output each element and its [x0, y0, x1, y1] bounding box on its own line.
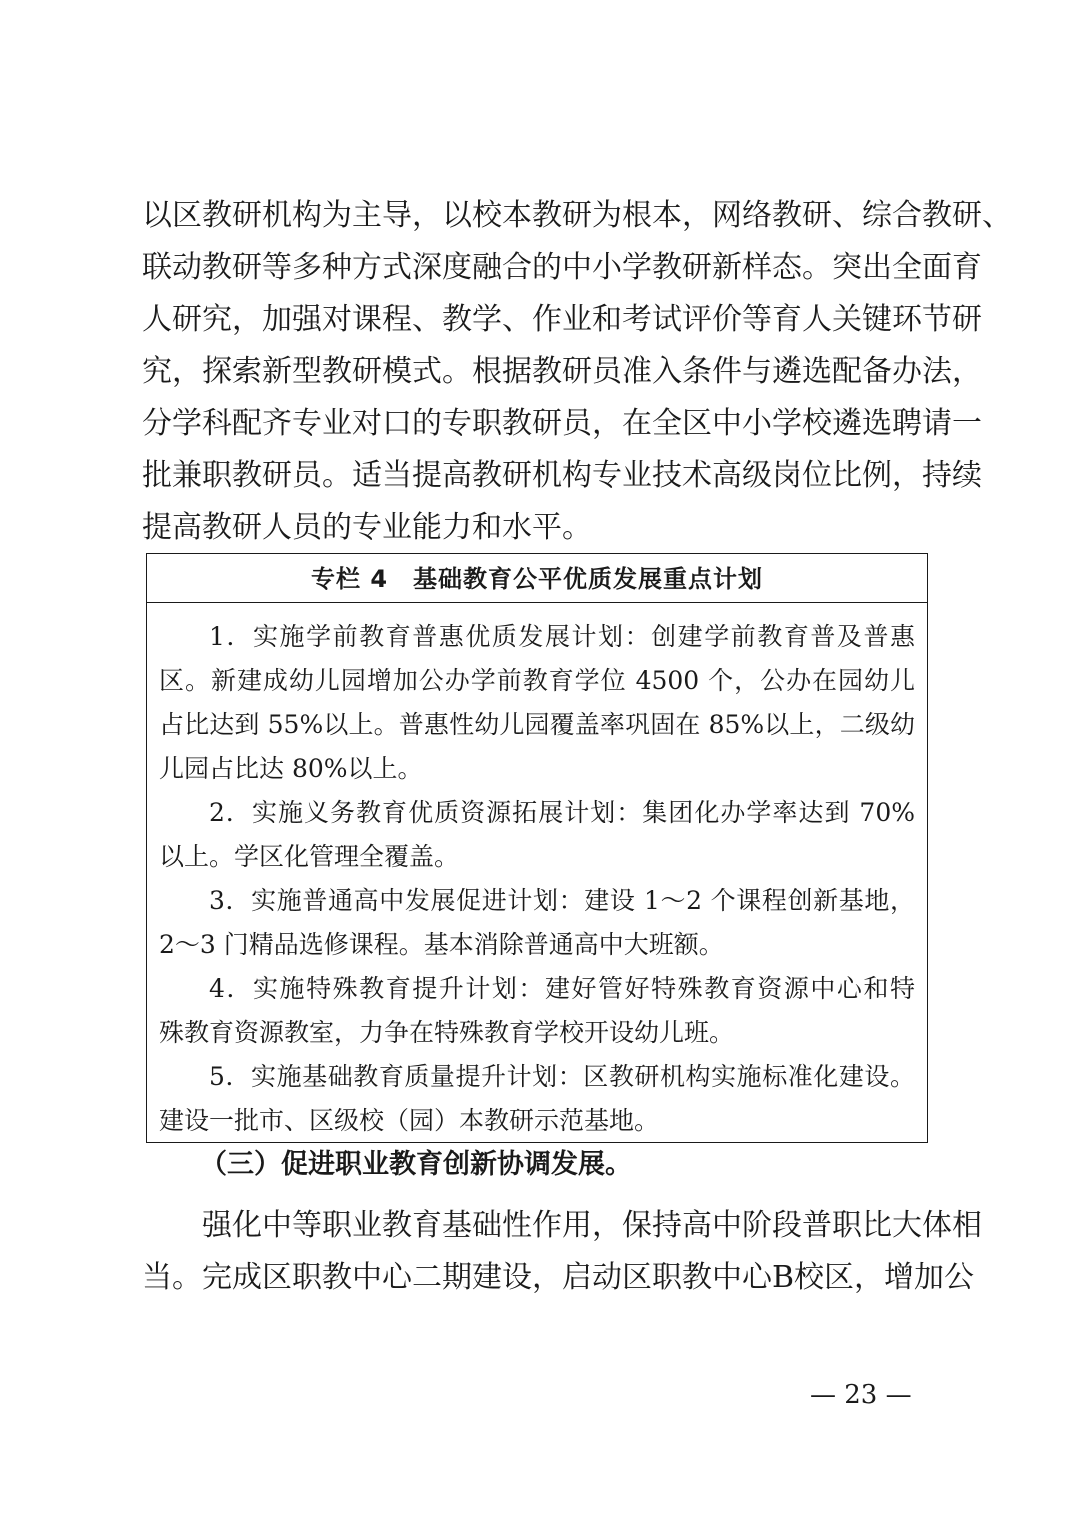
box-line: 区。新建成幼儿园增加公办学前教育学位 4500 个，公办在园幼儿 [159, 666, 915, 695]
text-line: 分学科配齐专业对口的专职教研员，在全区中小学校遴选聘请一 [142, 406, 982, 441]
text-line: 强化中等职业教育基础性作用，保持高中阶段普职比大体相 [202, 1208, 982, 1243]
box-line: 2～3 门精品选修课程。基本消除普通高中大班额。 [159, 930, 724, 959]
box-line: 4．实施特殊教育提升计划：建好管好特殊教育资源中心和特 [209, 974, 915, 1003]
section-heading: （三）促进职业教育创新协调发展。 [200, 1149, 632, 1180]
box-line: 殊教育资源教室，力争在特殊教育学校开设幼儿班。 [159, 1018, 735, 1047]
text-line: 联动教研等多种方式深度融合的中小学教研新样态。突出全面育 [142, 250, 982, 285]
text-line: 人研究，加强对课程、教学、作业和考试评价等育人关键环节研 [142, 302, 982, 337]
text-line: 以区教研机构为主导，以校本教研为根本，网络教研、综合教研、 [142, 198, 1012, 233]
box-line: 以上。学区化管理全覆盖。 [159, 842, 460, 871]
box-line: 1．实施学前教育普惠优质发展计划：创建学前教育普及普惠 [209, 622, 915, 651]
outro-paragraph [142, 1200, 982, 1304]
column-box-title: 专栏 4 基础教育公平优质发展重点计划 [147, 554, 927, 603]
intro-paragraph [142, 190, 1012, 554]
box-line: 占比达到 55%以上。普惠性幼儿园覆盖率巩固在 85%以上，二级幼 [159, 710, 915, 739]
page-number: — 23 — [810, 1380, 912, 1410]
text-line: 提高教研人员的专业能力和水平。 [142, 510, 592, 545]
box-line: 5．实施基础教育质量提升计划：区教研机构实施标准化建设。 [209, 1062, 915, 1091]
text-line: 批兼职教研员。适当提高教研机构专业技术高级岗位比例，持续 [142, 458, 982, 493]
column-box-body [147, 603, 927, 1143]
box-line: 3．实施普通高中发展促进计划：建设 1～2 个课程创新基地， [209, 886, 915, 915]
box-line: 儿园占比达 80%以上。 [159, 754, 423, 783]
text-line: 当。完成区职教中心二期建设，启动区职教中心B校区，增加公 [142, 1260, 975, 1295]
box-line: 建设一批市、区级校（园）本教研示范基地。 [159, 1106, 660, 1135]
column-box [146, 553, 928, 1143]
box-line: 2．实施义务教育优质资源拓展计划：集团化办学率达到 70% [209, 798, 915, 827]
text-line: 究，探索新型教研模式。根据教研员准入条件与遴选配备办法， [142, 354, 982, 389]
